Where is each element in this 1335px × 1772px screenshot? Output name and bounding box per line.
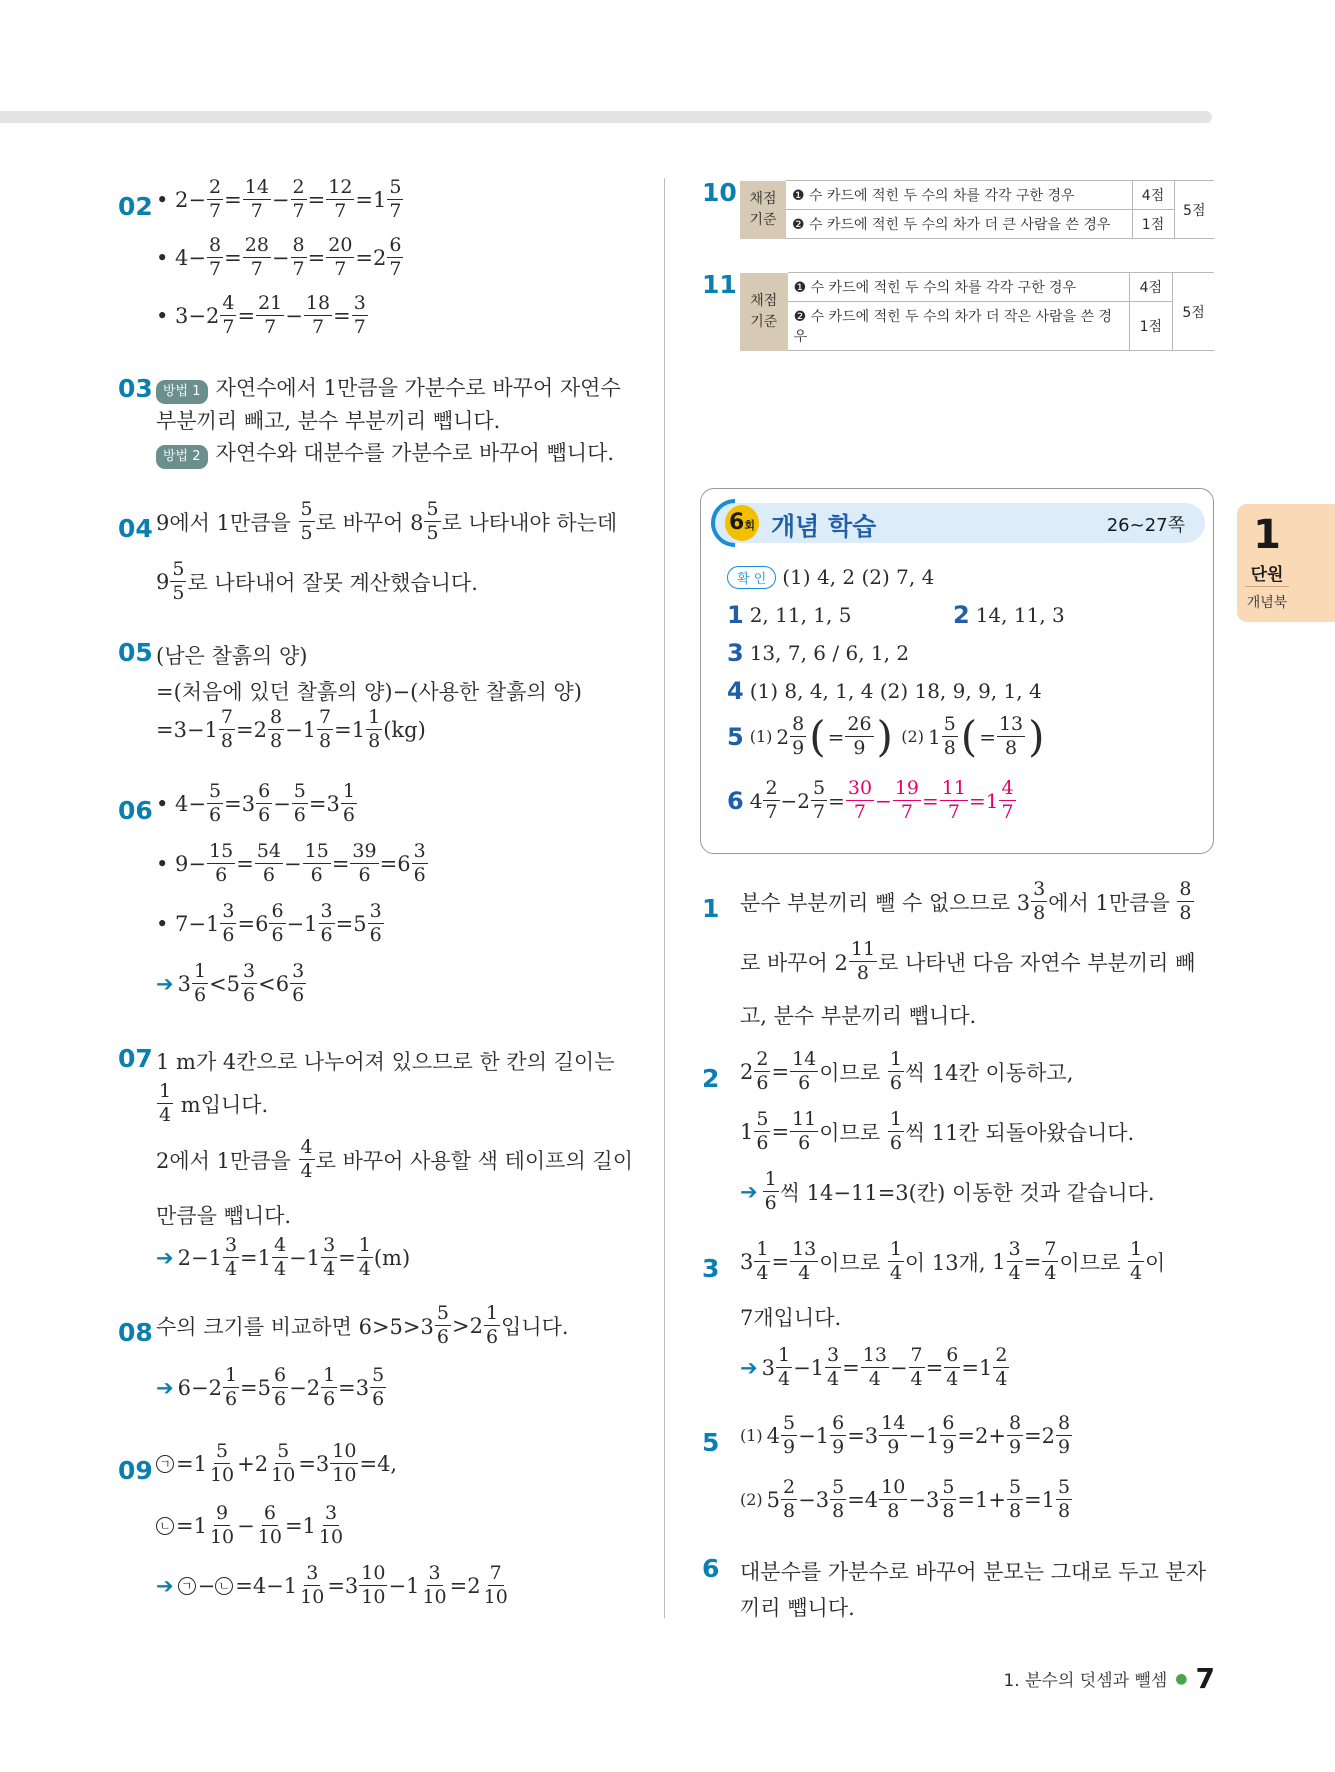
e1-number: 1 <box>702 894 720 923</box>
chapter-footer: 1. 분수의 덧셈과 뺄셈 <box>1003 1671 1168 1691</box>
concept-a5: 5 (1) 2 $\frac{8}{9}$ ( = $\frac{26}{9}$ ) (2) 1 $\frac{5}{8}$ ( = $\frac{13}{8}$ ) <box>727 711 1045 761</box>
concept-title: 개념 학습 <box>771 512 877 541</box>
q06-number: 06 <box>118 796 153 825</box>
e1-line1: 분수 부분끼리 뺄 수 없으므로 3 $\frac{3}{8}$ 에서 1만큼을 $\frac{8}{8}$ <box>740 878 1192 924</box>
q06-line4: ➔ 3 $\frac{1}{6}$ <5 $\frac{3}{6}$ <6 $\frac{3}{6}$ <box>156 960 305 1006</box>
q02-line1: • 2− $\frac{2}{7}$ = $\frac{14}{7}$ − $\frac{2}{7}$ = $\frac{12}{7}$ =1 $\frac{5}{7}$ <box>156 176 402 222</box>
dot-icon: ● <box>1175 1670 1188 1687</box>
arrow-icon: ➔ <box>156 1245 174 1270</box>
q09-number: 09 <box>118 1456 153 1485</box>
q11-points1: 4점 <box>1129 273 1172 302</box>
q06-line2: • 9− $\frac{15}{6}$ = $\frac{54}{6}$ − $\frac{15}{6}$ = $\frac{39}{6}$ =6 $\frac{3}{6}$ <box>156 840 426 886</box>
e3-line1: 3 $\frac{1}{4}$ = $\frac{13}{4}$ 이므로 $\frac{1}{4}$ 이 13개, 1 $\frac{3}{4}$ = $\frac{7}{4}$ 이므로 $\frac{1}{4}$ 이 <box>740 1238 1166 1284</box>
q11-number: 11 <box>702 270 737 299</box>
q02-number: 02 <box>118 192 153 221</box>
e1-line2: 로 바꾸어 2 $\frac{11}{8}$ 로 나타낸 다음 자연수 부분끼리 빼 <box>740 938 1196 984</box>
q02-line3: • 3−2 $\frac{4}{7}$ = $\frac{21}{7}$ − $\frac{18}{7}$ = $\frac{3}{7}$ <box>156 292 366 338</box>
q07-line5: ➔ 2−1 $\frac{3}{4}$ =1 $\frac{4}{4}$ −1 $\frac{3}{4}$ = $\frac{1}{4}$ (m) <box>156 1234 411 1280</box>
book-label: 개념북 <box>1246 595 1288 611</box>
e3-line3: ➔ 3 $\frac{1}{4}$ −1 $\frac{3}{4}$ = $\frac{13}{4}$ − $\frac{7}{4}$ = $\frac{6}{4}$ =1 $\frac{2}{4}$ <box>740 1344 1008 1390</box>
session-badge: 6회 <box>725 505 759 541</box>
column-divider <box>664 178 665 1618</box>
e3-number: 3 <box>702 1254 720 1283</box>
q04-line2: 9 $\frac{5}{5}$ 로 나타내어 잘못 계산했습니다. <box>156 558 478 604</box>
q11-label: 채점 기준 <box>740 273 788 351</box>
concept-a3: 3 13, 7, 6 / 6, 1, 2 <box>727 639 910 667</box>
q06-line1: • 4− $\frac{5}{6}$ =3 $\frac{6}{6}$ − $\frac{5}{6}$ =3 $\frac{1}{6}$ <box>156 780 355 826</box>
check-tag: 확 인 <box>727 566 776 589</box>
q10-points1: 4점 <box>1132 181 1174 210</box>
concept-a4: 4 (1) 8, 4, 1, 4 (2) 18, 9, 9, 1, 4 <box>727 677 1042 705</box>
q03-text2: 자연수와 대분수를 가분수로 바꾸어 뺍니다. <box>215 441 615 466</box>
concept-header <box>715 503 1205 543</box>
q08-number: 08 <box>118 1318 153 1347</box>
method1-tag: 방법 1 <box>156 380 208 404</box>
e6-line2: 끼리 뺍니다. <box>740 1596 855 1620</box>
concept-check: 확 인 (1) 4, 2 (2) 7, 4 <box>727 565 934 589</box>
e2-line2: 1 $\frac{5}{6}$ = $\frac{11}{6}$ 이므로 $\frac{1}{6}$ 씩 11칸 되돌아왔습니다. <box>740 1108 1135 1154</box>
q02-line2: • 4− $\frac{8}{7}$ = $\frac{28}{7}$ − $\frac{8}{7}$ = $\frac{20}{7}$ =2 $\frac{6}{7}$ <box>156 234 402 280</box>
top-bar <box>0 111 1212 123</box>
q04-number: 04 <box>118 514 153 543</box>
unit-label: 단원 <box>1250 565 1284 585</box>
q11-row2: ❷ 수 카드에 적힌 두 수의 차가 더 작은 사람을 쓴 경우 <box>788 302 1130 351</box>
e6-line1: 대분수를 가분수로 바꾸어 분모는 그대로 두고 분자 <box>740 1560 1207 1584</box>
e1-line3: 고, 분수 부분끼리 뺍니다. <box>740 1004 977 1028</box>
e5-line1: (1) 4 $\frac{5}{9}$ −1 $\frac{6}{9}$ =3 $\frac{14}{9}$ −1 $\frac{6}{9}$ =2+ $\frac{8}{9}$ =2 $\frac{8}{9}$ <box>740 1412 1071 1458</box>
q10-row2: ❷ 수 카드에 적힌 두 수의 차가 더 큰 사람을 쓴 경우 <box>786 210 1132 239</box>
e5-number: 5 <box>702 1428 720 1457</box>
q10-score-table <box>740 180 1214 239</box>
method2-tag: 방법 2 <box>156 445 208 469</box>
q10-points2: 1점 <box>1132 210 1174 239</box>
q11-score-table <box>740 272 1214 351</box>
q09-line3: ➔ ㄱ − ㄴ =4−1 $\frac{3}{10}$ =3 $\frac{10}{10}$ −1 $\frac{3}{10}$ =2 $\frac{7}{10}$ <box>156 1562 508 1608</box>
q05-line2: =(처음에 있던 찰흙의 양)−(사용한 찰흙의 양) <box>156 680 582 704</box>
q05-number: 05 <box>118 638 153 667</box>
q07-line2: $\frac{1}{4}$ m입니다. <box>159 1080 269 1126</box>
q07-number: 07 <box>118 1044 153 1073</box>
arrow-icon: ➔ <box>740 1355 758 1380</box>
q11-total: 5점 <box>1173 273 1214 351</box>
concept-pages: 26~27쪽 <box>1106 515 1185 536</box>
e5-line2: (2) 5 $\frac{2}{8}$ −3 $\frac{5}{8}$ =4 $\frac{10}{8}$ −3 $\frac{5}{8}$ =1+ $\frac{5}{8}$ =1 $\frac{5}{8}$ <box>740 1476 1071 1522</box>
concept-box <box>700 488 1214 854</box>
q11-points2: 1점 <box>1129 302 1172 351</box>
q05-line3: =3−1 $\frac{7}{8}$ =2 $\frac{8}{8}$ −1 $\frac{7}{8}$ =1 $\frac{1}{8}$ (kg) <box>156 706 426 752</box>
q08-line2: ➔ 6−2 $\frac{1}{6}$ =5 $\frac{6}{6}$ −2 $\frac{1}{6}$ =3 $\frac{5}{6}$ <box>156 1364 385 1410</box>
e6-number: 6 <box>702 1554 720 1583</box>
q04-line1: 9에서 1만큼을 $\frac{5}{5}$ 로 바꾸어 8 $\frac{5}{5}$ 로 나타내야 하는데 <box>156 498 618 544</box>
arrow-icon: ➔ <box>156 1375 174 1400</box>
q03-text <box>156 372 656 470</box>
unit-side-tab[interactable] <box>1237 504 1335 622</box>
e3-line2: 7개입니다. <box>740 1306 842 1330</box>
q05-line1: (남은 찰흙의 양) <box>156 644 308 668</box>
q09-line2: ㄴ =1 $\frac{9}{10}$ − $\frac{6}{10}$ =1 $\frac{3}{10}$ <box>156 1504 346 1547</box>
q06-line3: • 7−1 $\frac{3}{6}$ =6 $\frac{6}{6}$ −1 $\frac{3}{6}$ =5 $\frac{3}{6}$ <box>156 900 382 946</box>
q10-row1: ❶ 수 카드에 적힌 두 수의 차를 각각 구한 경우 <box>786 181 1132 210</box>
q03-text1a: 자연수에서 1만큼을 가분수로 바꾸어 자연수 <box>215 376 621 400</box>
q03-number: 03 <box>118 374 153 403</box>
q10-label: 채점 기준 <box>740 181 786 239</box>
q03-text1b: 부분끼리 빼고, 분수 부분끼리 뺍니다. <box>156 408 501 433</box>
q07-line1: 1 m가 4칸으로 나누어져 있으므로 한 칸의 길이는 <box>156 1050 615 1074</box>
concept-a6: 6 4 $\frac{2}{7}$ −2 $\frac{5}{7}$ = $\frac{30}{7}$ − $\frac{19}{7}$ = $\frac{11}{7}$ =1 $\frac{4}{7}$ <box>727 777 1014 823</box>
q11-row1: ❶ 수 카드에 적힌 두 수의 차를 각각 구한 경우 <box>788 273 1130 302</box>
page-number: 7 <box>1195 1662 1215 1695</box>
concept-a1: 1 2, 11, 1, 5 <box>727 601 852 629</box>
concept-a2: 2 14, 11, 3 <box>953 601 1065 629</box>
page-footer <box>1003 1662 1215 1695</box>
q10-total: 5점 <box>1174 181 1214 239</box>
e2-line1: 2 $\frac{2}{6}$ = $\frac{14}{6}$ 이므로 $\frac{1}{6}$ 씩 14칸 이동하고, <box>740 1048 1074 1094</box>
e2-line3: ➔ $\frac{1}{6}$ 씩 14−11=3(칸) 이동한 것과 같습니다. <box>740 1168 1155 1214</box>
q07-line4: 만큼을 뺍니다. <box>156 1204 292 1228</box>
q09-line1: ㄱ =1 $\frac{5}{10}$ +2 $\frac{5}{10}$ =3 $\frac{10}{10}$ =4, <box>156 1442 397 1485</box>
arrow-icon: ➔ <box>740 1179 758 1204</box>
unit-number: 1 <box>1253 512 1281 558</box>
arrow-icon: ➔ <box>156 971 174 996</box>
q07-line3: 2에서 1만큼을 $\frac{4}{4}$ 로 바꾸어 사용할 색 테이프의 길이 <box>156 1136 633 1182</box>
q08-line1: 수의 크기를 비교하면 6>5>3 $\frac{5}{6}$ >2 $\frac{1}{6}$ 입니다. <box>156 1302 569 1348</box>
e2-number: 2 <box>702 1064 720 1093</box>
q10-number: 10 <box>702 178 737 207</box>
arrow-icon: ➔ <box>156 1573 174 1598</box>
